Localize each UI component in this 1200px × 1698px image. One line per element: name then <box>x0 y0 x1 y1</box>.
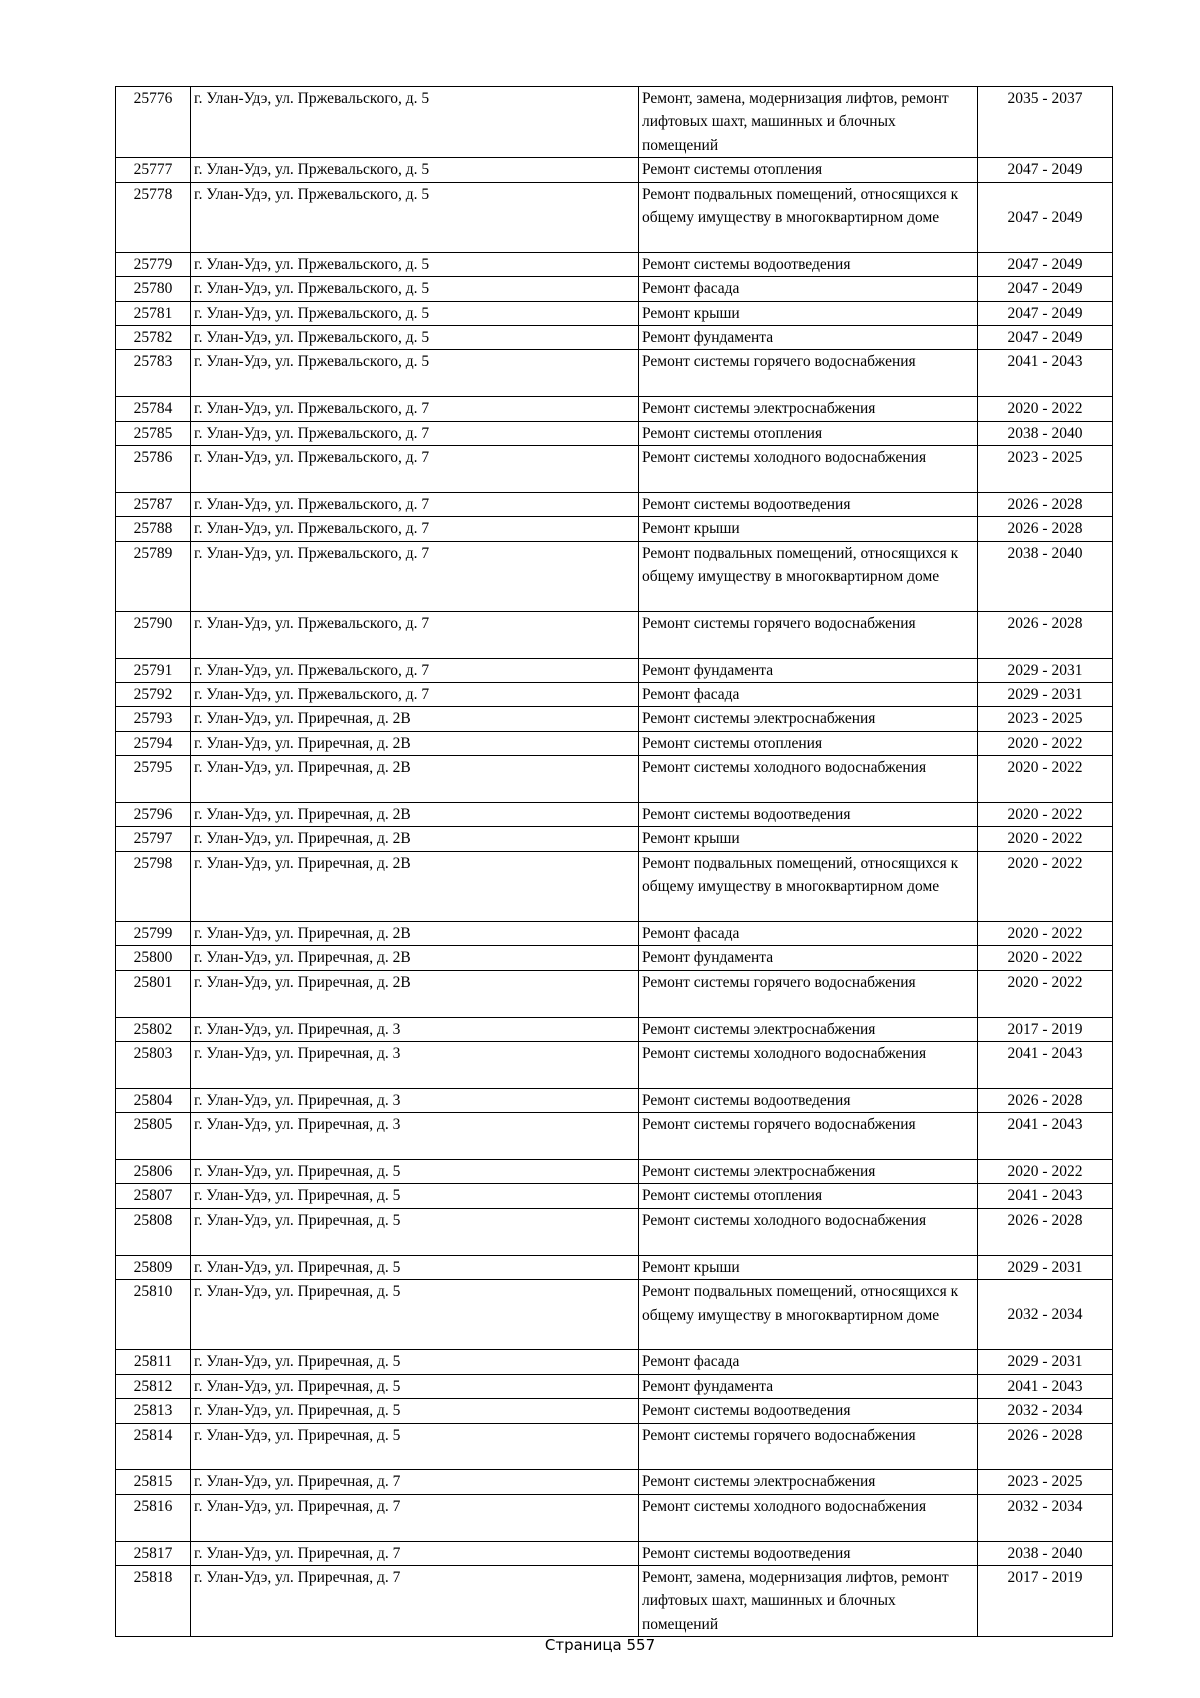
work-type-cell: Ремонт подвальных помещений, относящихся к общему имуществу в многоквартирном доме <box>639 182 978 252</box>
work-type-cell: Ремонт подвальных помещений, относящихся к общему имуществу в многоквартирном доме <box>639 541 978 611</box>
period-cell: 2023 - 2025 <box>978 707 1113 731</box>
period-cell: 2020 - 2022 <box>978 851 1113 921</box>
row-number-cell: 25786 <box>116 446 191 493</box>
address-cell: г. Улан-Удэ, ул. Приречная, д. 2В <box>191 827 639 851</box>
work-type-cell: Ремонт, замена, модернизация лифтов, ремонт лифтовых шахт, машинных и блочных помещений <box>639 1565 978 1636</box>
row-number-cell: 25802 <box>116 1017 191 1041</box>
work-type-cell: Ремонт фундамента <box>639 1374 978 1398</box>
work-type-cell: Ремонт фундамента <box>639 946 978 970</box>
work-type-cell: Ремонт системы холодного водоснабжения <box>639 1494 978 1541</box>
row-number-cell: 25778 <box>116 182 191 252</box>
table-row <box>116 851 1113 921</box>
address-cell: г. Улан-Удэ, ул. Приречная, д. 2В <box>191 970 639 1017</box>
row-number-cell: 25806 <box>116 1160 191 1184</box>
table-row <box>116 1042 1113 1089</box>
period-cell: 2041 - 2043 <box>978 350 1113 397</box>
address-cell: г. Улан-Удэ, ул. Приречная, д. 5 <box>191 1280 639 1350</box>
work-type-cell: Ремонт системы отопления <box>639 1184 978 1208</box>
period-cell: 2017 - 2019 <box>978 1017 1113 1041</box>
work-type-cell: Ремонт системы горячего водоснабжения <box>639 1113 978 1160</box>
table-body <box>116 87 1113 1637</box>
row-number-cell: 25781 <box>116 301 191 325</box>
work-type-cell: Ремонт системы горячего водоснабжения <box>639 611 978 658</box>
address-cell: г. Улан-Удэ, ул. Пржевальского, д. 5 <box>191 350 639 397</box>
address-cell: г. Улан-Удэ, ул. Приречная, д. 5 <box>191 1255 639 1279</box>
table-row <box>116 683 1113 707</box>
address-cell: г. Улан-Удэ, ул. Пржевальского, д. 5 <box>191 326 639 350</box>
table-row <box>116 756 1113 803</box>
row-number-cell: 25800 <box>116 946 191 970</box>
table-row <box>116 326 1113 350</box>
table-row <box>116 182 1113 252</box>
work-type-cell: Ремонт системы электроснабжения <box>639 1470 978 1494</box>
row-number-cell: 25798 <box>116 851 191 921</box>
work-type-cell: Ремонт системы отопления <box>639 421 978 445</box>
address-cell: г. Улан-Удэ, ул. Приречная, д. 2В <box>191 946 639 970</box>
table-row <box>116 158 1113 182</box>
table-row <box>116 611 1113 658</box>
period-cell: 2020 - 2022 <box>978 803 1113 827</box>
work-type-cell: Ремонт крыши <box>639 517 978 541</box>
period-cell: 2020 - 2022 <box>978 946 1113 970</box>
period-cell: 2026 - 2028 <box>978 492 1113 516</box>
period-cell: 2020 - 2022 <box>978 756 1113 803</box>
row-number-cell: 25777 <box>116 158 191 182</box>
address-cell: г. Улан-Удэ, ул. Приречная, д. 5 <box>191 1160 639 1184</box>
row-number-cell: 25789 <box>116 541 191 611</box>
work-type-cell: Ремонт крыши <box>639 1255 978 1279</box>
row-number-cell: 25809 <box>116 1255 191 1279</box>
work-type-cell: Ремонт фундамента <box>639 326 978 350</box>
row-number-cell: 25784 <box>116 397 191 421</box>
row-number-cell: 25785 <box>116 421 191 445</box>
work-type-cell: Ремонт системы электроснабжения <box>639 1017 978 1041</box>
row-number-cell: 25805 <box>116 1113 191 1160</box>
table-row <box>116 1017 1113 1041</box>
table-row <box>116 492 1113 516</box>
address-cell: г. Улан-Удэ, ул. Приречная, д. 3 <box>191 1088 639 1112</box>
address-cell: г. Улан-Удэ, ул. Пржевальского, д. 7 <box>191 541 639 611</box>
address-cell: г. Улан-Удэ, ул. Приречная, д. 7 <box>191 1470 639 1494</box>
work-type-cell: Ремонт системы горячего водоснабжения <box>639 970 978 1017</box>
period-cell: 2047 - 2049 <box>978 326 1113 350</box>
row-number-cell: 25788 <box>116 517 191 541</box>
work-type-cell: Ремонт фасада <box>639 1350 978 1374</box>
row-number-cell: 25799 <box>116 922 191 946</box>
table-row <box>116 922 1113 946</box>
table-row <box>116 277 1113 301</box>
row-number-cell: 25804 <box>116 1088 191 1112</box>
table-row <box>116 1255 1113 1279</box>
period-cell: 2047 - 2049 <box>978 277 1113 301</box>
period-cell: 2032 - 2034 <box>978 1280 1113 1350</box>
period-cell: 2020 - 2022 <box>978 827 1113 851</box>
table-row <box>116 517 1113 541</box>
page-number: Страница 557 <box>544 1636 656 1654</box>
work-type-cell: Ремонт крыши <box>639 301 978 325</box>
table-row <box>116 1113 1113 1160</box>
period-cell: 2023 - 2025 <box>978 446 1113 493</box>
address-cell: г. Улан-Удэ, ул. Пржевальского, д. 5 <box>191 182 639 252</box>
work-type-cell: Ремонт системы водоотведения <box>639 1541 978 1565</box>
row-number-cell: 25811 <box>116 1350 191 1374</box>
address-cell: г. Улан-Удэ, ул. Приречная, д. 2В <box>191 731 639 755</box>
repair-schedule-table <box>115 86 1113 1637</box>
period-cell: 2029 - 2031 <box>978 1255 1113 1279</box>
work-type-cell: Ремонт системы электроснабжения <box>639 397 978 421</box>
row-number-cell: 25797 <box>116 827 191 851</box>
row-number-cell: 25792 <box>116 683 191 707</box>
table-row <box>116 1423 1113 1470</box>
address-cell: г. Улан-Удэ, ул. Приречная, д. 5 <box>191 1184 639 1208</box>
address-cell: г. Улан-Удэ, ул. Приречная, д. 2В <box>191 803 639 827</box>
row-number-cell: 25793 <box>116 707 191 731</box>
table-row <box>116 541 1113 611</box>
period-cell: 2047 - 2049 <box>978 158 1113 182</box>
period-cell: 2020 - 2022 <box>978 397 1113 421</box>
table-row <box>116 301 1113 325</box>
address-cell: г. Улан-Удэ, ул. Пржевальского, д. 7 <box>191 683 639 707</box>
period-cell: 2047 - 2049 <box>978 182 1113 252</box>
period-cell: 2020 - 2022 <box>978 970 1113 1017</box>
period-cell: 2029 - 2031 <box>978 683 1113 707</box>
address-cell: г. Улан-Удэ, ул. Пржевальского, д. 7 <box>191 611 639 658</box>
address-cell: г. Улан-Удэ, ул. Пржевальского, д. 5 <box>191 87 639 158</box>
work-type-cell: Ремонт системы водоотведения <box>639 492 978 516</box>
row-number-cell: 25794 <box>116 731 191 755</box>
period-cell: 2026 - 2028 <box>978 1423 1113 1470</box>
table-row <box>116 1160 1113 1184</box>
table-row <box>116 1088 1113 1112</box>
work-type-cell: Ремонт системы водоотведения <box>639 1399 978 1423</box>
work-type-cell: Ремонт системы водоотведения <box>639 1088 978 1112</box>
work-type-cell: Ремонт, замена, модернизация лифтов, ремонт лифтовых шахт, машинных и блочных помещений <box>639 87 978 158</box>
address-cell: г. Улан-Удэ, ул. Пржевальского, д. 7 <box>191 397 639 421</box>
address-cell: г. Улан-Удэ, ул. Приречная, д. 2В <box>191 707 639 731</box>
row-number-cell: 25808 <box>116 1208 191 1255</box>
period-cell: 2026 - 2028 <box>978 611 1113 658</box>
work-type-cell: Ремонт системы холодного водоснабжения <box>639 1042 978 1089</box>
work-type-cell: Ремонт крыши <box>639 827 978 851</box>
period-cell: 2047 - 2049 <box>978 252 1113 276</box>
address-cell: г. Улан-Удэ, ул. Приречная, д. 3 <box>191 1113 639 1160</box>
period-cell: 2026 - 2028 <box>978 1088 1113 1112</box>
address-cell: г. Улан-Удэ, ул. Пржевальского, д. 5 <box>191 158 639 182</box>
work-type-cell: Ремонт фундамента <box>639 658 978 682</box>
address-cell: г. Улан-Удэ, ул. Пржевальского, д. 7 <box>191 421 639 445</box>
work-type-cell: Ремонт системы электроснабжения <box>639 707 978 731</box>
table-row <box>116 1470 1113 1494</box>
address-cell: г. Улан-Удэ, ул. Приречная, д. 3 <box>191 1042 639 1089</box>
period-cell: 2023 - 2025 <box>978 1470 1113 1494</box>
table-row <box>116 1541 1113 1565</box>
work-type-cell: Ремонт подвальных помещений, относящихся к общему имуществу в многоквартирном доме <box>639 1280 978 1350</box>
row-number-cell: 25803 <box>116 1042 191 1089</box>
row-number-cell: 25801 <box>116 970 191 1017</box>
row-number-cell: 25818 <box>116 1565 191 1636</box>
table-row <box>116 658 1113 682</box>
period-cell: 2026 - 2028 <box>978 1208 1113 1255</box>
table-row <box>116 1494 1113 1541</box>
address-cell: г. Улан-Удэ, ул. Пржевальского, д. 5 <box>191 277 639 301</box>
row-number-cell: 25780 <box>116 277 191 301</box>
row-number-cell: 25791 <box>116 658 191 682</box>
row-number-cell: 25787 <box>116 492 191 516</box>
address-cell: г. Улан-Удэ, ул. Приречная, д. 5 <box>191 1374 639 1398</box>
address-cell: г. Улан-Удэ, ул. Приречная, д. 7 <box>191 1494 639 1541</box>
work-type-cell: Ремонт системы холодного водоснабжения <box>639 1208 978 1255</box>
table-row <box>116 1374 1113 1398</box>
table-row <box>116 707 1113 731</box>
address-cell: г. Улан-Удэ, ул. Приречная, д. 2В <box>191 756 639 803</box>
table-row <box>116 421 1113 445</box>
address-cell: г. Улан-Удэ, ул. Пржевальского, д. 5 <box>191 252 639 276</box>
row-number-cell: 25812 <box>116 1374 191 1398</box>
period-cell: 2035 - 2037 <box>978 87 1113 158</box>
period-cell: 2020 - 2022 <box>978 731 1113 755</box>
period-cell: 2041 - 2043 <box>978 1113 1113 1160</box>
row-number-cell: 25776 <box>116 87 191 158</box>
row-number-cell: 25796 <box>116 803 191 827</box>
table-row <box>116 1350 1113 1374</box>
row-number-cell: 25795 <box>116 756 191 803</box>
row-number-cell: 25813 <box>116 1399 191 1423</box>
row-number-cell: 25810 <box>116 1280 191 1350</box>
work-type-cell: Ремонт системы горячего водоснабжения <box>639 350 978 397</box>
period-cell: 2041 - 2043 <box>978 1374 1113 1398</box>
table-row <box>116 827 1113 851</box>
period-cell: 2029 - 2031 <box>978 658 1113 682</box>
address-cell: г. Улан-Удэ, ул. Приречная, д. 5 <box>191 1208 639 1255</box>
work-type-cell: Ремонт подвальных помещений, относящихся к общему имуществу в многоквартирном доме <box>639 851 978 921</box>
address-cell: г. Улан-Удэ, ул. Приречная, д. 5 <box>191 1350 639 1374</box>
period-cell: 2038 - 2040 <box>978 1541 1113 1565</box>
period-cell: 2041 - 2043 <box>978 1184 1113 1208</box>
address-cell: г. Улан-Удэ, ул. Пржевальского, д. 7 <box>191 446 639 493</box>
row-number-cell: 25816 <box>116 1494 191 1541</box>
address-cell: г. Улан-Удэ, ул. Приречная, д. 2В <box>191 922 639 946</box>
period-cell: 2029 - 2031 <box>978 1350 1113 1374</box>
table-row <box>116 397 1113 421</box>
table-row <box>116 1208 1113 1255</box>
address-cell: г. Улан-Удэ, ул. Приречная, д. 5 <box>191 1423 639 1470</box>
work-type-cell: Ремонт фасада <box>639 683 978 707</box>
period-cell: 2017 - 2019 <box>978 1565 1113 1636</box>
work-type-cell: Ремонт системы водоотведения <box>639 803 978 827</box>
period-cell: 2032 - 2034 <box>978 1399 1113 1423</box>
period-cell: 2020 - 2022 <box>978 1160 1113 1184</box>
work-type-cell: Ремонт фасада <box>639 922 978 946</box>
address-cell: г. Улан-Удэ, ул. Приречная, д. 2В <box>191 851 639 921</box>
table-row <box>116 970 1113 1017</box>
table-row <box>116 1184 1113 1208</box>
table-row <box>116 1280 1113 1350</box>
work-type-cell: Ремонт фасада <box>639 277 978 301</box>
work-type-cell: Ремонт системы водоотведения <box>639 252 978 276</box>
period-cell: 2026 - 2028 <box>978 517 1113 541</box>
work-type-cell: Ремонт системы горячего водоснабжения <box>639 1423 978 1470</box>
period-cell: 2020 - 2022 <box>978 922 1113 946</box>
period-cell: 2041 - 2043 <box>978 1042 1113 1089</box>
address-cell: г. Улан-Удэ, ул. Приречная, д. 7 <box>191 1541 639 1565</box>
row-number-cell: 25782 <box>116 326 191 350</box>
row-number-cell: 25814 <box>116 1423 191 1470</box>
work-type-cell: Ремонт системы электроснабжения <box>639 1160 978 1184</box>
work-type-cell: Ремонт системы отопления <box>639 731 978 755</box>
address-cell: г. Улан-Удэ, ул. Приречная, д. 3 <box>191 1017 639 1041</box>
address-cell: г. Улан-Удэ, ул. Пржевальского, д. 5 <box>191 301 639 325</box>
address-cell: г. Улан-Удэ, ул. Приречная, д. 5 <box>191 1399 639 1423</box>
table-row <box>116 803 1113 827</box>
work-type-cell: Ремонт системы холодного водоснабжения <box>639 446 978 493</box>
table-row <box>116 1399 1113 1423</box>
period-cell: 2038 - 2040 <box>978 421 1113 445</box>
period-cell: 2038 - 2040 <box>978 541 1113 611</box>
table-row <box>116 731 1113 755</box>
row-number-cell: 25790 <box>116 611 191 658</box>
work-type-cell: Ремонт системы холодного водоснабжения <box>639 756 978 803</box>
table-row <box>116 350 1113 397</box>
row-number-cell: 25783 <box>116 350 191 397</box>
period-cell: 2047 - 2049 <box>978 301 1113 325</box>
row-number-cell: 25815 <box>116 1470 191 1494</box>
row-number-cell: 25807 <box>116 1184 191 1208</box>
row-number-cell: 25817 <box>116 1541 191 1565</box>
row-number-cell: 25779 <box>116 252 191 276</box>
address-cell: г. Улан-Удэ, ул. Пржевальского, д. 7 <box>191 658 639 682</box>
address-cell: г. Улан-Удэ, ул. Пржевальского, д. 7 <box>191 492 639 516</box>
table-row <box>116 946 1113 970</box>
table-row <box>116 446 1113 493</box>
table-row <box>116 87 1113 158</box>
table-row <box>116 252 1113 276</box>
table-row <box>116 1565 1113 1636</box>
work-type-cell: Ремонт системы отопления <box>639 158 978 182</box>
address-cell: г. Улан-Удэ, ул. Приречная, д. 7 <box>191 1565 639 1636</box>
period-cell: 2032 - 2034 <box>978 1494 1113 1541</box>
address-cell: г. Улан-Удэ, ул. Пржевальского, д. 7 <box>191 517 639 541</box>
